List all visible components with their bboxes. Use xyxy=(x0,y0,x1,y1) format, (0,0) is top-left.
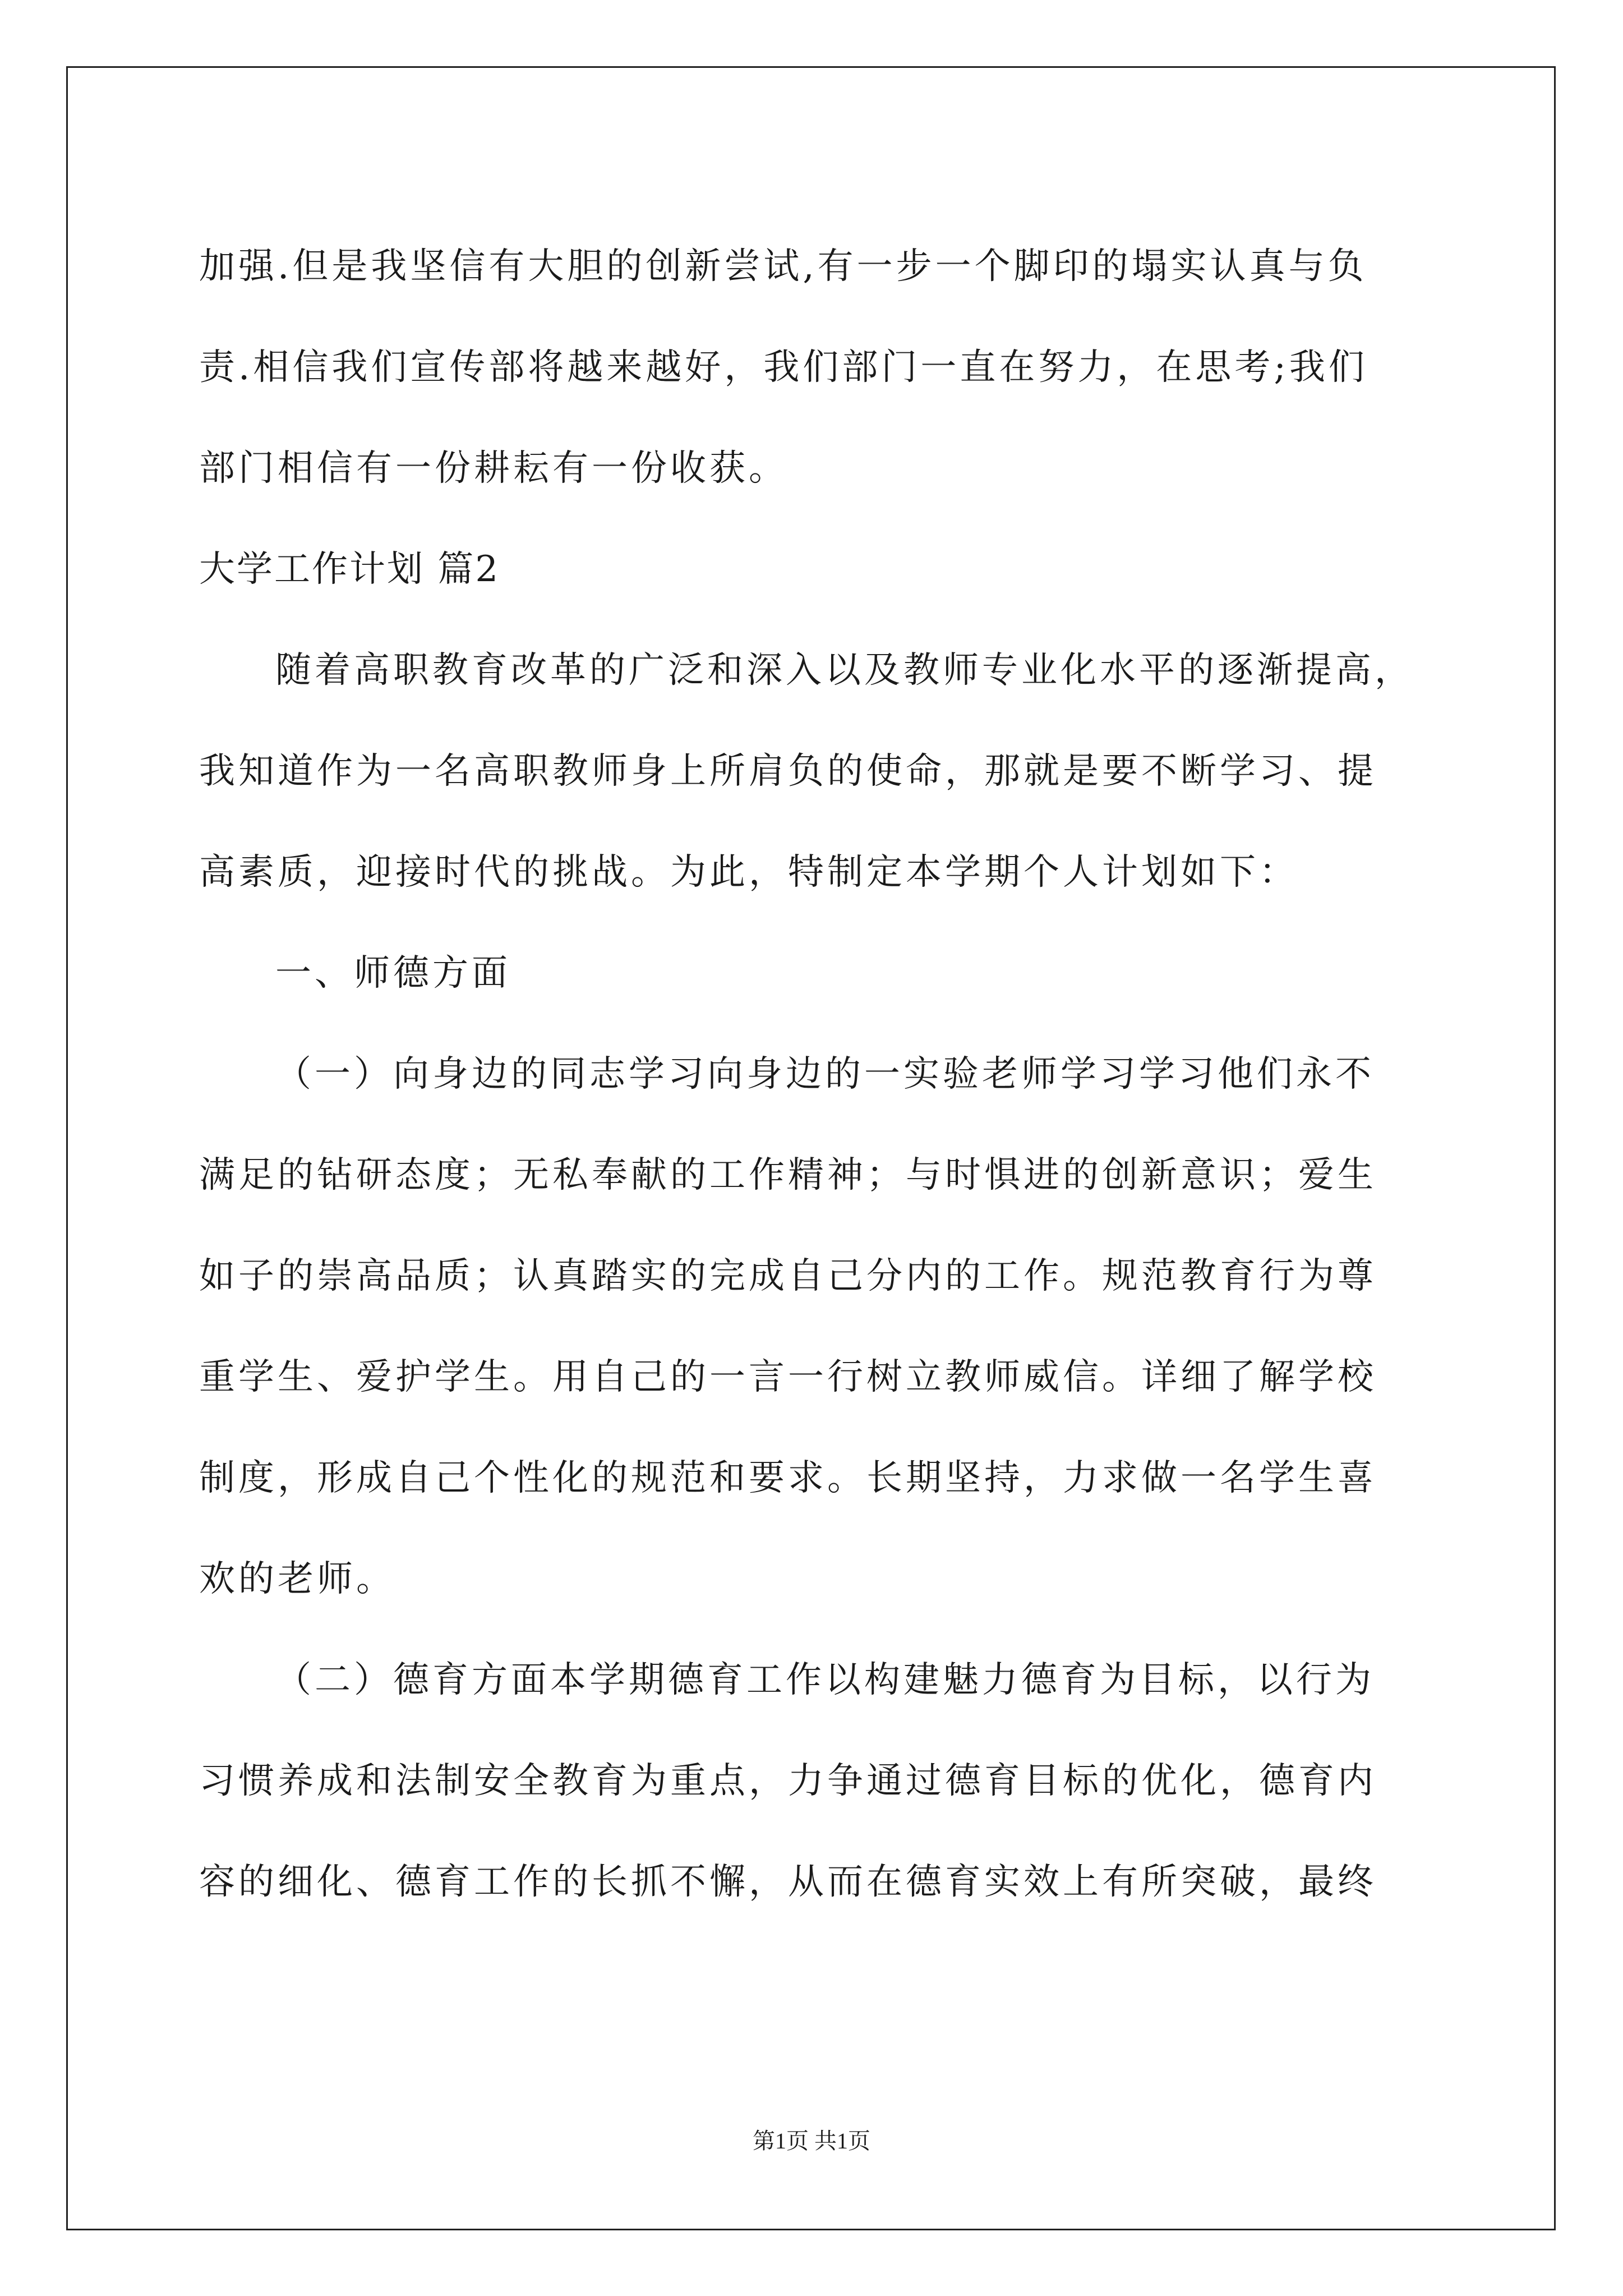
body-text-line: 习惯养成和法制安全教育为重点，力争通过德育目标的优化，德育内 xyxy=(199,1760,1377,1802)
body-text-line: 如子的崇高品质；认真踏实的完成自己分内的工作。规范教育行为尊 xyxy=(199,1255,1377,1297)
page-number-footer: 第1页 共1页 xyxy=(753,2128,870,2154)
document-body xyxy=(199,216,1433,1932)
paragraph-first-line: （一）向身边的同志学习向身边的一实验老师学习学习他们永不 xyxy=(275,1053,1375,1095)
body-text-line: 制度，形成自己个性化的规范和要求。长期坚持，力求做一名学生喜 xyxy=(199,1457,1377,1499)
body-text-line: 重学生、爱护学生。用自己的一言一行树立教师威信。详细了解学校 xyxy=(199,1356,1377,1398)
section-heading: 大学工作计划 篇2 xyxy=(199,549,500,590)
body-text-line: 欢的老师。 xyxy=(199,1558,395,1600)
paragraph-first-line: 随着高职教育改革的广泛和深入以及教师专业化水平的逐渐提高， xyxy=(275,650,1414,691)
body-text-line: 容的细化、德育工作的长抓不懈，从而在德育实效上有所突破，最终 xyxy=(199,1861,1377,1903)
subsection-heading: 一、师德方面 xyxy=(275,953,511,994)
body-text-line: 高素质，迎接时代的挑战。为此，特制定本学期个人计划如下： xyxy=(199,852,1298,893)
body-text-line: 我知道作为一名高职教师身上所肩负的使命，那就是要不断学习、提 xyxy=(199,751,1377,792)
body-text-line: 部门相信有一份耕耘有一份收获。 xyxy=(199,448,788,489)
body-text-line: 责.相信我们宣传部将越来越好，我们部门一直在努力，在思考;我们 xyxy=(199,347,1368,388)
body-text-line: 加强.但是我坚信有大胆的创新尝试,有一步一个脚印的塌实认真与负 xyxy=(199,246,1367,287)
paragraph-first-line: （二）德育方面本学期德育工作以构建魅力德育为目标，以行为 xyxy=(275,1659,1375,1701)
body-text-line: 满足的钻研态度；无私奉献的工作精神；与时惧进的创新意识；爱生 xyxy=(199,1154,1377,1196)
